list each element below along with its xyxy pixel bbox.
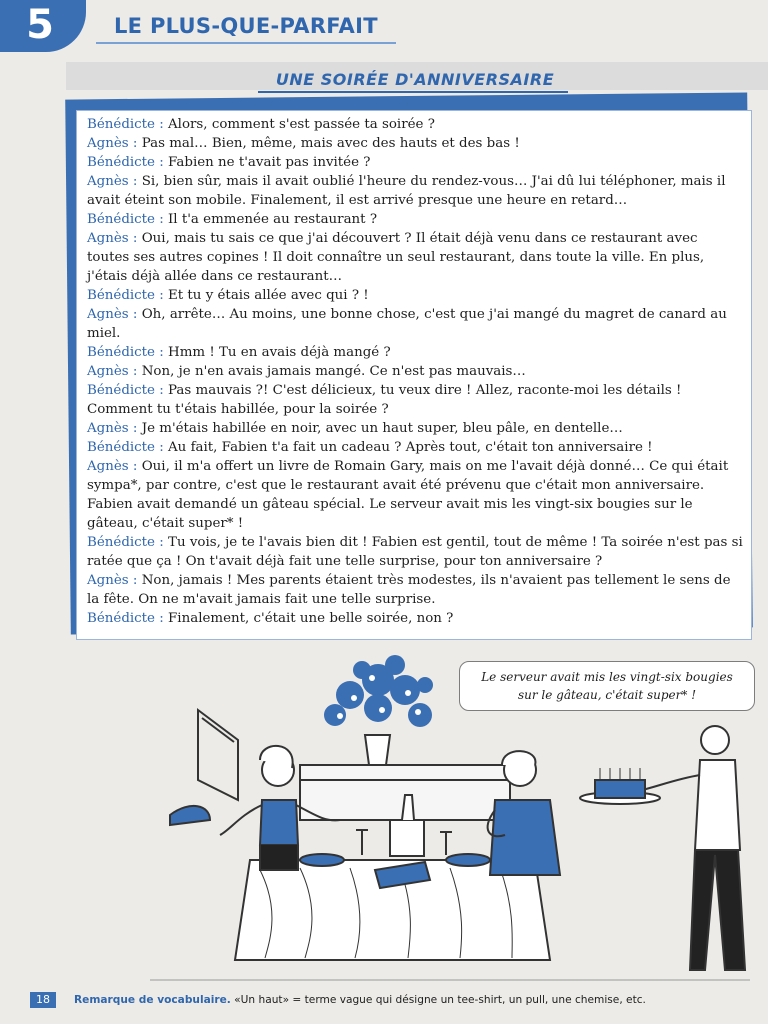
vocabulary-footnote <box>74 993 764 1007</box>
dialogue-line <box>87 286 743 305</box>
speaker-name: Bénédicte : <box>87 155 164 170</box>
dialogue-text: Oui, il m'a offert un livre de Romain Gary, mais on me l'avait déjà donné… Ce qui était sympa*, par contre, c'est que le restaurant avait été prévenu que c'était mon anniversaire. Fabien avait demandé un gâteau spécial. Le serveur avait mis les vingt-six bougies sur le gâteau, c'était super* ! <box>87 459 729 531</box>
dialogue-line <box>87 172 743 210</box>
dialogue-line <box>87 362 743 381</box>
dialogue-text: Tu vois, je te l'avais bien dit ! Fabien est gentil, tout de même ! Ta soirée n'est pas si ratée que ça ! On t'avait déjà fait une telle surprise, pour ton anniversaire ? <box>87 535 743 569</box>
lesson-title-underline <box>258 91 568 93</box>
dialogue-line <box>87 343 743 362</box>
page-number: 18 <box>36 993 50 1006</box>
footnote-text: «Un haut» = terme vague qui désigne un tee-shirt, un pull, une chemise, etc. <box>234 994 646 1006</box>
chapter-title: LE PLUS-QUE-PARFAIT <box>114 14 378 38</box>
dialogue-line <box>87 457 743 533</box>
bubble-line-1: Le serveur avait mis les vingt-six bougies <box>481 670 733 684</box>
speaker-name: Bénédicte : <box>87 288 164 303</box>
dialogue-line <box>87 134 743 153</box>
dialogue-box <box>76 110 752 640</box>
dialogue-text: Fabien ne t'avait pas invitée ? <box>168 155 371 170</box>
dialogue-line <box>87 381 743 419</box>
speaker-name: Bénédicte : <box>87 535 164 550</box>
bubble-line-2: sur le gâteau, c'était super* ! <box>517 688 697 702</box>
speaker-name: Agnès : <box>87 307 138 322</box>
speaker-name: Bénédicte : <box>87 117 164 132</box>
chapter-number: 5 <box>26 2 54 48</box>
dialogue-line <box>87 533 743 571</box>
speaker-name: Bénédicte : <box>87 212 164 227</box>
dialogue-text: Oh, arrête… Au moins, une bonne chose, c'est que j'ai mangé du magret de canard au miel. <box>87 307 727 341</box>
dialogue-line <box>87 153 743 172</box>
dialogue-text: Non, je n'en avais jamais mangé. Ce n'est pas mauvais… <box>141 364 526 379</box>
waiter-figure <box>580 726 745 970</box>
dialogue-text: Hmm ! Tu en avais déjà mangé ? <box>168 345 391 360</box>
footnote-label: Remarque de vocabulaire. <box>74 994 231 1006</box>
lesson-title: UNE SOIRÉE D'ANNIVERSAIRE <box>275 70 555 89</box>
speaker-name: Agnès : <box>87 174 138 189</box>
dialogue-text: Pas mauvais ?! C'est délicieux, tu veux dire ! Allez, raconte-moi les détails ! Comment tu t'étais habillée, pour la soirée ? <box>87 383 682 417</box>
dialogue-line <box>87 305 743 343</box>
dialogue-text: Finalement, c'était une belle soirée, non ? <box>168 611 454 626</box>
flower-vase <box>324 655 433 765</box>
dialogue-line <box>87 229 743 286</box>
dialogue-line <box>87 438 743 457</box>
speaker-name: Agnès : <box>87 231 138 246</box>
dialogue-line <box>87 419 743 438</box>
speaker-name: Agnès : <box>87 136 138 151</box>
window-frame <box>198 710 238 800</box>
speaker-name: Bénédicte : <box>87 383 164 398</box>
speaker-name: Bénédicte : <box>87 440 164 455</box>
speaker-name: Bénédicte : <box>87 611 164 626</box>
dialogue-text: Alors, comment s'est passée ta soirée ? <box>168 117 435 132</box>
speaker-name: Agnès : <box>87 421 138 436</box>
dialogue-text: Je m'étais habillée en noir, avec un haut super, bleu pâle, en dentelle… <box>141 421 623 436</box>
restaurant-illustration <box>150 640 750 985</box>
speaker-name: Agnès : <box>87 573 138 588</box>
dialogue-line <box>87 115 743 134</box>
dialogue-text: Au fait, Fabien t'a fait un cadeau ? Après tout, c'était ton anniversaire ! <box>168 440 653 455</box>
dialogue-line <box>87 609 743 628</box>
dialogue-text: Non, jamais ! Mes parents étaient très modestes, ils n'avaient pas tellement le sens de la fête. On ne m'avait jamais fait une telle surprise. <box>87 573 731 607</box>
speaker-name: Bénédicte : <box>87 345 164 360</box>
dialogue-line <box>87 571 743 609</box>
dialogue-text: Pas mal… Bien, même, mais avec des hauts et des bas ! <box>141 136 520 151</box>
title-underline <box>96 42 396 44</box>
speaker-name: Agnès : <box>87 459 138 474</box>
dialogue-text: Il t'a emmenée au restaurant ? <box>168 212 377 227</box>
dialogue-text: Si, bien sûr, mais il avait oublié l'heure du rendez-vous… J'ai dû lui téléphoner, mais il avait éteint son mobile. Finalement, il est arrivé presque une heure en retard… <box>87 174 726 208</box>
dialogue-line <box>87 210 743 229</box>
dialogue-text: Et tu y étais allée avec qui ? ! <box>168 288 369 303</box>
speaker-name: Agnès : <box>87 364 138 379</box>
dialogue-text: Oui, mais tu sais ce que j'ai découvert ? Il était déjà venu dans ce restaurant avec toutes ses autres copines ! Il doit connaître un seul restaurant, dans toute la ville. En plus, j'étais déjà allée dans ce restaurant… <box>87 231 705 284</box>
